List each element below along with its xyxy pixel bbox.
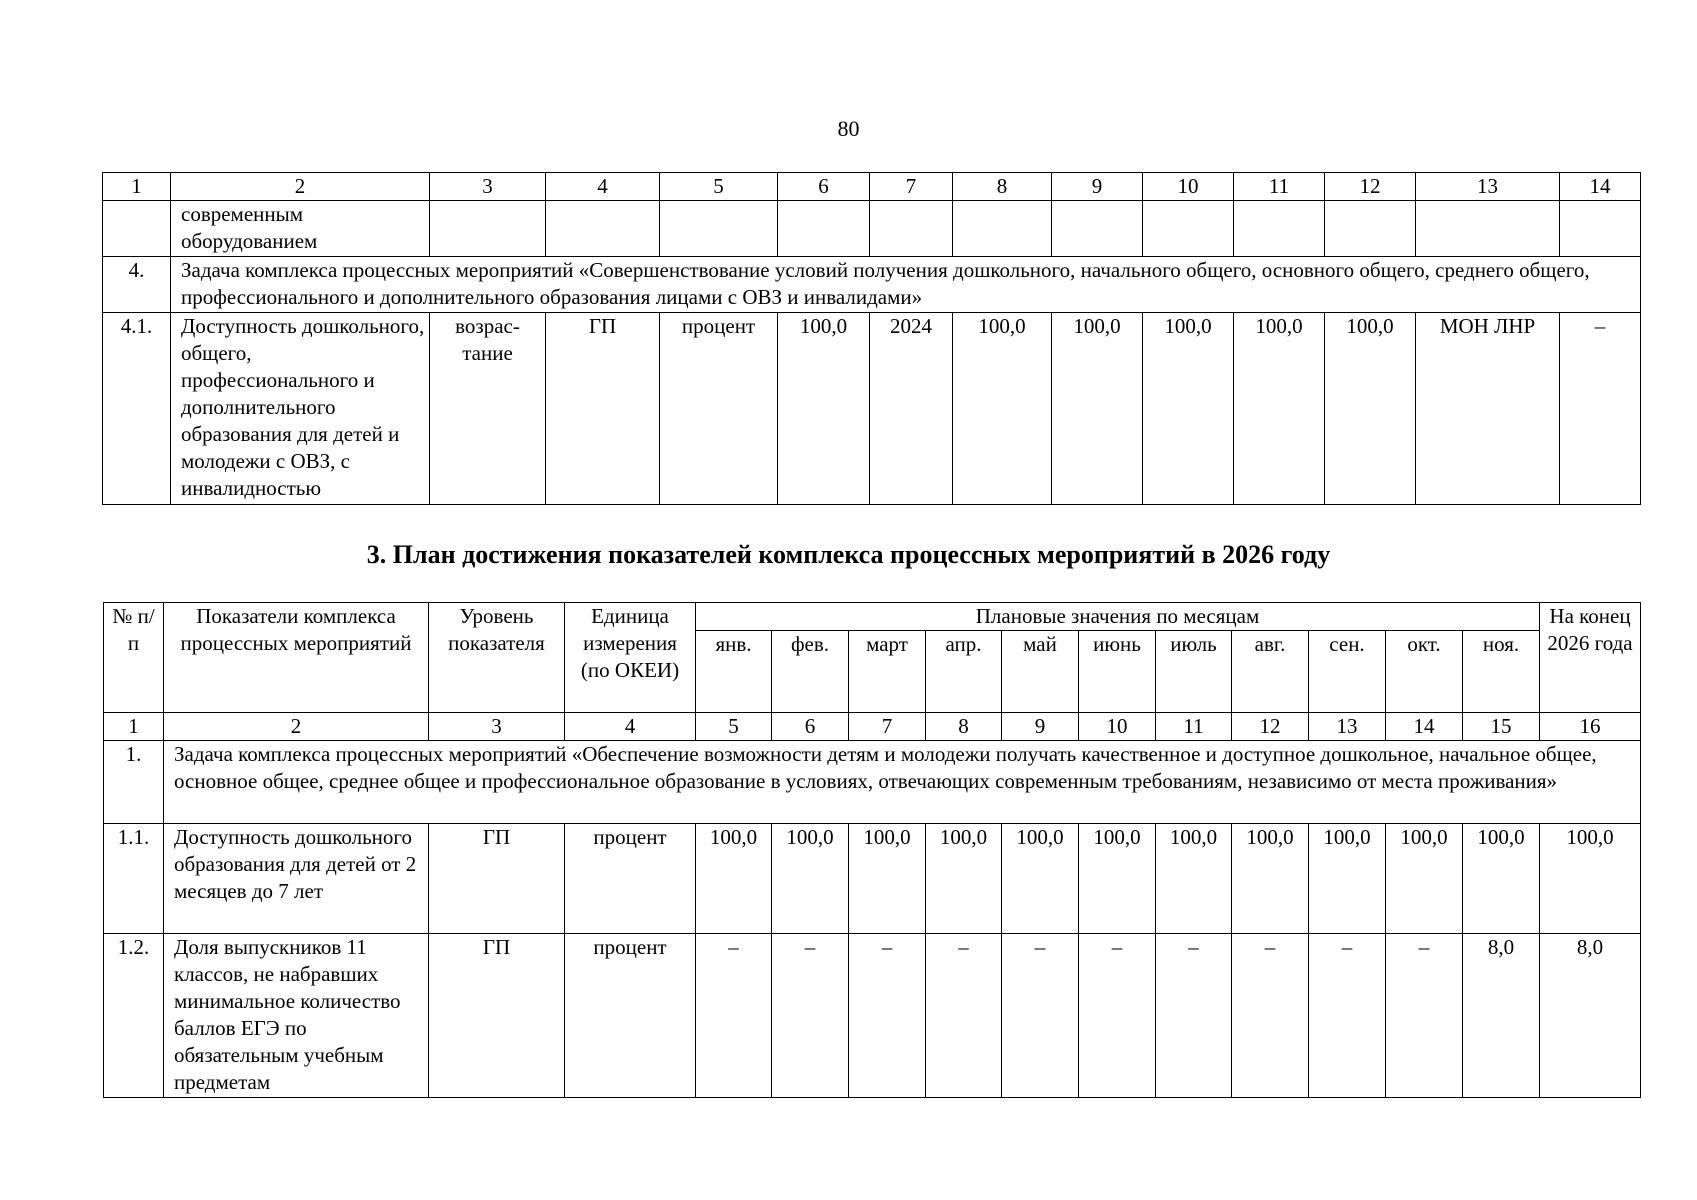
- month-value: 100,0: [1386, 824, 1463, 934]
- month-value: 8,0: [1463, 934, 1540, 1098]
- month-header: авг.: [1232, 631, 1309, 713]
- indicator-name: современным оборудованием: [171, 201, 430, 257]
- column-number: 5: [696, 713, 772, 741]
- section-title: 3. План достижения показателей комплекса процессных мероприятий в 2026 году: [366, 540, 1331, 569]
- month-header: сен.: [1309, 631, 1386, 713]
- column-number-row: [104, 713, 1641, 741]
- column-number: 11: [1156, 713, 1232, 741]
- header-level: Уровень показателя: [429, 603, 565, 713]
- column-number: 4: [565, 713, 696, 741]
- month-value: 100,0: [849, 824, 926, 934]
- month-value: –: [1309, 934, 1386, 1098]
- month-header: апр.: [926, 631, 1002, 713]
- month-header: янв.: [696, 631, 772, 713]
- end-value: 8,0: [1540, 934, 1641, 1098]
- month-value: –: [772, 934, 849, 1098]
- task-number: 1.: [104, 741, 164, 824]
- column-number: 7: [870, 173, 953, 201]
- task-row: [103, 257, 1641, 313]
- indicator-level: ГП: [429, 824, 565, 934]
- month-value: –: [1079, 934, 1156, 1098]
- month-header: ноя.: [1463, 631, 1540, 713]
- table-row: [103, 201, 1641, 257]
- column-number: 9: [1052, 173, 1143, 201]
- indicator-unit: процент: [660, 313, 778, 505]
- month-value: –: [1386, 934, 1463, 1098]
- month-value: –: [696, 934, 772, 1098]
- responsible: МОН ЛНР: [1416, 313, 1560, 505]
- month-value: 100,0: [1156, 824, 1232, 934]
- month-value: 100,0: [1079, 824, 1156, 934]
- month-header: май: [1002, 631, 1079, 713]
- column-number: 16: [1540, 713, 1641, 741]
- month-value: 100,0: [1463, 824, 1540, 934]
- column-number: 9: [1002, 713, 1079, 741]
- column-number: 2: [171, 173, 430, 201]
- base-year: 2024: [870, 313, 953, 505]
- column-number: 1: [104, 713, 164, 741]
- indicators-table-continued: [102, 172, 1641, 505]
- column-number: 14: [1386, 713, 1463, 741]
- base-value: 100,0: [778, 313, 870, 505]
- table-row: [103, 313, 1641, 505]
- column-number: 2: [164, 713, 429, 741]
- month-header: фев.: [772, 631, 849, 713]
- month-value: 100,0: [1309, 824, 1386, 934]
- month-value: –: [1002, 934, 1079, 1098]
- month-value: –: [849, 934, 926, 1098]
- column-number: 3: [430, 173, 546, 201]
- row-number: 1.1.: [104, 824, 164, 934]
- indicator-name: Доля выпускников 11 классов, не набравших минимальное количество баллов ЕГЭ по обязательным учебным предметам: [164, 934, 429, 1098]
- page-number: 80: [837, 116, 860, 141]
- month-value: –: [926, 934, 1002, 1098]
- task-row: [104, 741, 1641, 824]
- column-number: 4: [546, 173, 660, 201]
- task-text: Задача комплекса процессных мероприятий «Совершенствование условий получения дошкольного, начального общего, основного общего, среднего общего, профессионального и дополнительного образования лицами с ОВЗ и инвалидами»: [171, 257, 1641, 313]
- month-value: 100,0: [1232, 824, 1309, 934]
- task-number: 4.: [103, 257, 171, 313]
- month-value: –: [1156, 934, 1232, 1098]
- column-number: 12: [1232, 713, 1309, 741]
- column-number: 6: [778, 173, 870, 201]
- month-value: 100,0: [696, 824, 772, 934]
- value-cell: –: [1560, 313, 1641, 505]
- indicator-level: ГП: [429, 934, 565, 1098]
- header-num: № п/п: [104, 603, 164, 713]
- indicator-unit: процент: [565, 824, 696, 934]
- column-number: 12: [1325, 173, 1416, 201]
- month-value: 100,0: [1002, 824, 1079, 934]
- column-number-row: [103, 173, 1641, 201]
- indicator-level: ГП: [546, 313, 660, 505]
- indicator-name: Доступность дошкольного образования для детей от 2 месяцев до 7 лет: [164, 824, 429, 934]
- column-number: 5: [660, 173, 778, 201]
- column-number: 8: [953, 173, 1052, 201]
- column-number: 11: [1234, 173, 1325, 201]
- month-header: июль: [1156, 631, 1232, 713]
- value-cell: 100,0: [1052, 313, 1143, 505]
- end-value: 100,0: [1540, 824, 1641, 934]
- table-row: [104, 934, 1641, 1098]
- column-number: 8: [926, 713, 1002, 741]
- month-header: март: [849, 631, 926, 713]
- column-number: 10: [1143, 173, 1234, 201]
- row-number: 1.2.: [104, 934, 164, 1098]
- table-row: [104, 824, 1641, 934]
- column-number: 13: [1416, 173, 1560, 201]
- month-value: 100,0: [926, 824, 1002, 934]
- header-unit: Единица измерения (по ОКЕИ): [565, 603, 696, 713]
- task-text: Задача комплекса процессных мероприятий «Обеспечение возможности детям и молодежи получать качественное и доступное дошкольное, начальное общее, основное общее, среднее общее и профессиональное образование в условиях, отвечающих современным требованиям, независимо от места проживания»: [164, 741, 1641, 824]
- indicator-name: Доступность дошкольного, общего, профессионального и дополнительного образования для детей и молодежи с ОВЗ, с инвалидностью: [171, 313, 430, 505]
- column-number: 3: [429, 713, 565, 741]
- header-row: [104, 603, 1641, 631]
- month-value: 100,0: [772, 824, 849, 934]
- value-cell: 100,0: [1325, 313, 1416, 505]
- month-value: –: [1232, 934, 1309, 1098]
- header-planned: Плановые значения по месяцам: [696, 603, 1540, 631]
- column-number: 13: [1309, 713, 1386, 741]
- column-number: 1: [103, 173, 171, 201]
- month-header: окт.: [1386, 631, 1463, 713]
- header-indicator: Показатели комплекса процессных мероприятий: [164, 603, 429, 713]
- column-number: 7: [849, 713, 926, 741]
- value-cell: 100,0: [953, 313, 1052, 505]
- plan-table-2026: [103, 602, 1641, 1098]
- column-number: 14: [1560, 173, 1641, 201]
- month-header: июнь: [1079, 631, 1156, 713]
- row-number: 4.1.: [103, 313, 171, 505]
- column-number: 10: [1079, 713, 1156, 741]
- indicator-trend: возрас-тание: [430, 313, 546, 505]
- header-end: На конец 2026 года: [1540, 603, 1641, 713]
- value-cell: 100,0: [1234, 313, 1325, 505]
- column-number: 6: [772, 713, 849, 741]
- column-number: 15: [1463, 713, 1540, 741]
- value-cell: 100,0: [1143, 313, 1234, 505]
- indicator-unit: процент: [565, 934, 696, 1098]
